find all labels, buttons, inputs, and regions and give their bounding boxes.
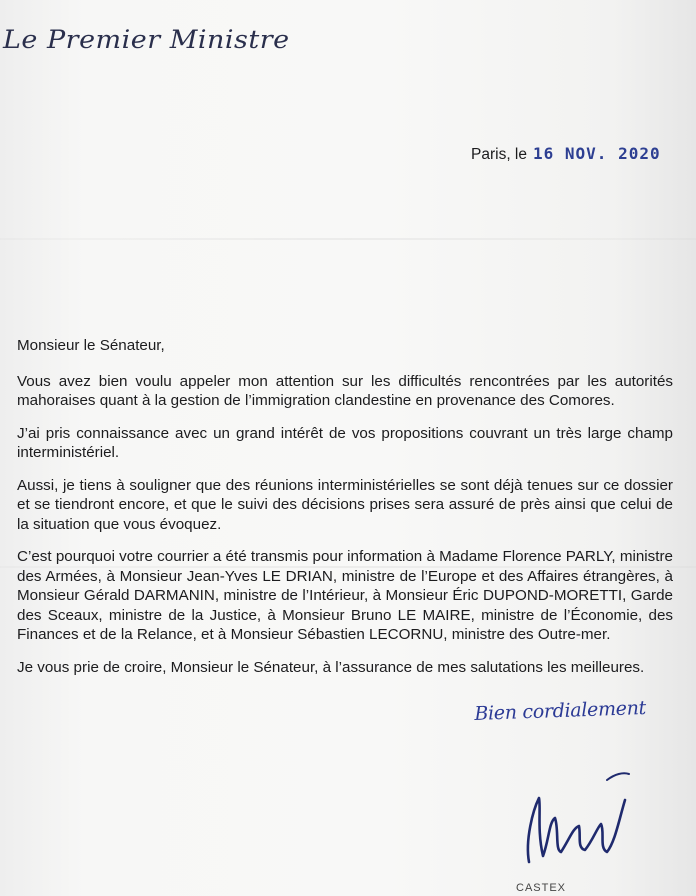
letterhead: Le Premier Ministre xyxy=(3,26,290,55)
paper-fold xyxy=(0,238,696,240)
closing-paragraph: Je vous prie de croire, Monsieur le Sénateur, à l’assurance de mes salutations les meilleures. xyxy=(17,658,645,676)
handwritten-closing: Bien cordialement xyxy=(474,697,647,725)
paragraph: J’ai pris connaissance avec un grand intérêt de vos propositions couvrant un très large champ interministériel. xyxy=(17,424,673,461)
date-stamp: 16 NOV. 2020 xyxy=(533,144,661,163)
signature-image xyxy=(515,770,635,870)
letter-body xyxy=(17,336,673,677)
salutation: Monsieur le Sénateur, xyxy=(17,337,165,354)
paragraph: Aussi, je tiens à souligner que des réunions interministérielles se sont déjà tenues sur ce dossier et se tiendront encore, et que le suivi des décisions prises sera assuré de près ainsi que celui de la situation que vous évoquez. xyxy=(17,476,673,533)
date-line xyxy=(471,144,661,164)
paragraph: C’est pourquoi votre courrier a été transmis pour information à Madame Florence PARLY, ministre des Armées, à Monsieur Jean-Yves LE DRIAN, ministre de l’Europe et des Affaires étrangères, à Monsieur Gérald DARMANIN, ministre de l’Intérieur, à Monsieur Éric DUPOND-MORETTI, Garde des Sceaux, ministre de la Justice, à Monsieur Bruno LE MAIRE, ministre de l’Économie, des Finances et de la Relance, et à Monsieur Sébastien LECORNU, ministre des Outre-mer. xyxy=(17,548,673,643)
date-city: Paris, le xyxy=(471,146,527,163)
signatory-name-partial: CASTEX xyxy=(516,882,567,894)
paragraph: Vous avez bien voulu appeler mon attention sur les difficultés rencontrées par les autorités mahoraises quant à la gestion de l’immigration clandestine en provenance des Comores. xyxy=(17,372,673,409)
